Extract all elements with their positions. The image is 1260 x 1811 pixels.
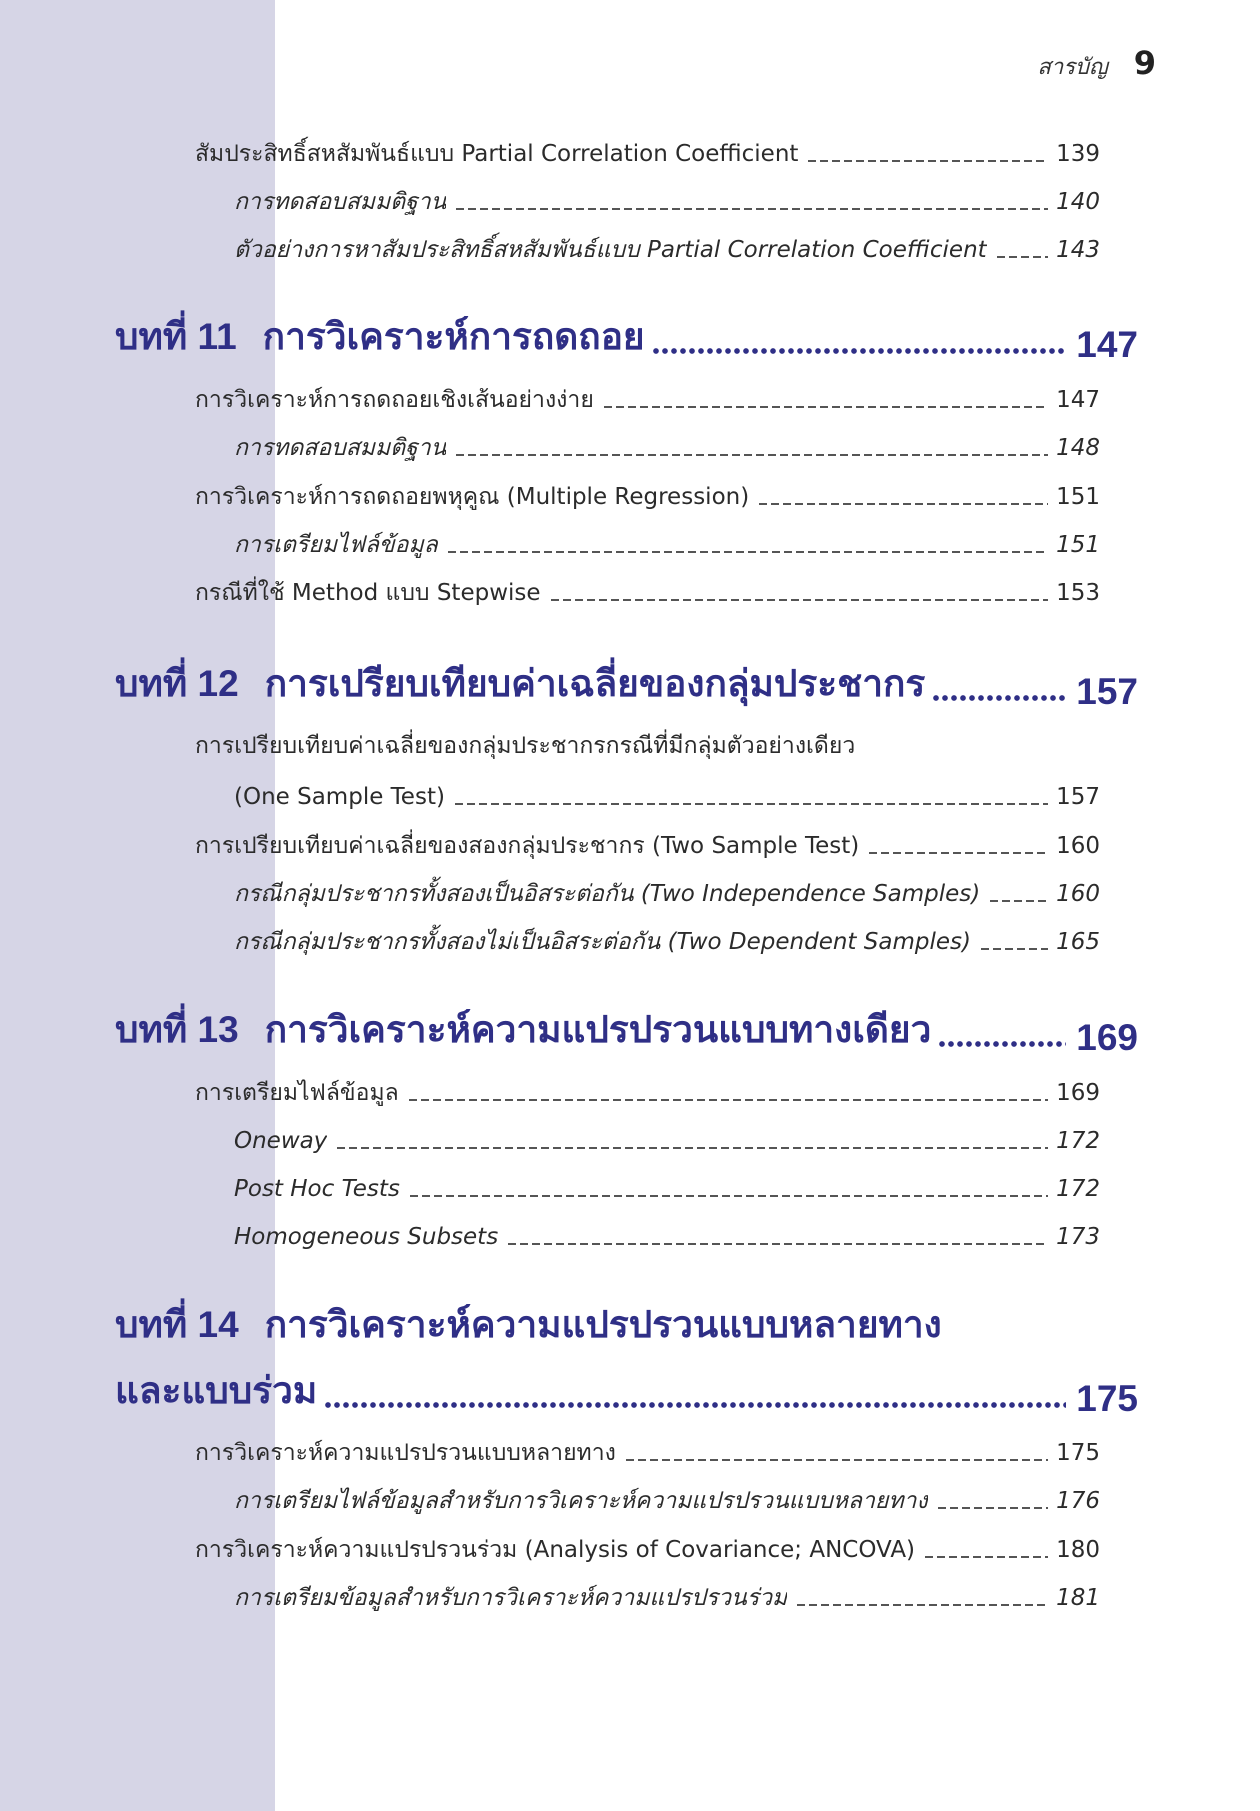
chapter-heading-13[interactable]: บทที่ 13 การวิเคราะห์ความแปรปรวนแบบทางเดียว 169	[115, 1009, 1138, 1058]
toc-entry[interactable]: การวิเคราะห์การถดถอยพหุคูณ (Multiple Regression) 151	[195, 484, 1100, 510]
toc-subentry[interactable]: Homogeneous Subsets 173	[234, 1224, 1100, 1250]
dot-leader	[508, 1243, 1048, 1245]
toc-subentry[interactable]: กรณีกลุ่มประชากรทั้งสองเป็นอิสระต่อกัน (Two Independence Samples) 160	[234, 881, 1100, 907]
toc-subentry[interactable]: การเตรียมไฟล์ข้อมูล 151	[234, 532, 1100, 558]
dot-leader	[551, 599, 1049, 601]
toc-subentry[interactable]: การทดสอบสมมติฐาน 140	[234, 189, 1100, 215]
dot-leader	[925, 1556, 1048, 1558]
chapter-heading-14-continuation[interactable]: และแบบร่วม 175	[115, 1370, 1138, 1419]
dot-leader	[626, 1459, 1048, 1461]
dot-leader	[797, 1604, 1048, 1606]
dot-leader	[869, 852, 1048, 854]
dot-leader	[933, 695, 1066, 701]
chapter-heading-11[interactable]: บทที่ 11 การวิเคราะห์การถดถอย 147	[115, 316, 1138, 365]
chapter-heading-12[interactable]: บทที่ 12 การเปรียบเทียบค่าเฉลี่ยของกลุ่มประชากร 157	[115, 663, 1138, 712]
toc-entry[interactable]: สัมประสิทธิ์สหสัมพันธ์แบบ Partial Correlation Coefficient 139	[195, 141, 1100, 167]
dot-leader	[759, 503, 1048, 505]
dot-leader	[409, 1099, 1048, 1101]
dot-leader	[653, 348, 1067, 354]
section-label: สารบัญ	[1037, 55, 1108, 80]
dot-leader	[990, 900, 1048, 902]
toc-subentry[interactable]: การเตรียมข้อมูลสำหรับการวิเคราะห์ความแปรปรวนร่วม 181	[234, 1585, 1100, 1611]
dot-leader	[448, 551, 1048, 553]
dot-leader	[981, 948, 1048, 950]
dot-leader	[325, 1402, 1066, 1408]
toc-subentry[interactable]: กรณีกลุ่มประชากรทั้งสองไม่เป็นอิสระต่อกัน (Two Dependent Samples) 165	[234, 929, 1100, 955]
dot-leader	[997, 256, 1048, 258]
toc-subentry[interactable]: Post Hoc Tests 172	[234, 1176, 1100, 1202]
dot-leader	[337, 1147, 1048, 1149]
dot-leader	[455, 803, 1048, 805]
toc-entry[interactable]: การวิเคราะห์ความแปรปรวนร่วม (Analysis of Covariance; ANCOVA) 180	[195, 1537, 1100, 1563]
toc-subentry[interactable]: Oneway 172	[234, 1128, 1100, 1154]
toc-subentry[interactable]: การเตรียมไฟล์ข้อมูลสำหรับการวิเคราะห์ความแปรปรวนแบบหลายทาง 176	[234, 1488, 1100, 1514]
toc-entry[interactable]: การเปรียบเทียบค่าเฉลี่ยของสองกลุ่มประชากร (Two Sample Test) 160	[195, 833, 1100, 859]
dot-leader	[938, 1507, 1048, 1509]
dot-leader	[604, 406, 1048, 408]
page-header	[1037, 44, 1156, 84]
toc-entry[interactable]: การเปรียบเทียบค่าเฉลี่ยของกลุ่มประชากรกรณีที่มีกลุ่มตัวอย่างเดียว	[195, 733, 856, 759]
toc-subentry[interactable]: การทดสอบสมมติฐาน 148	[234, 435, 1100, 461]
toc-entry-continuation[interactable]: (One Sample Test) 157	[234, 784, 1100, 810]
dot-leader	[456, 208, 1048, 210]
toc-entry[interactable]: กรณีที่ใช้ Method แบบ Stepwise 153	[195, 580, 1100, 606]
dot-leader	[939, 1041, 1066, 1047]
toc-entry[interactable]: การเตรียมไฟล์ข้อมูล 169	[195, 1080, 1100, 1106]
dot-leader	[456, 454, 1048, 456]
chapter-heading-14[interactable]: บทที่ 14 การวิเคราะห์ความแปรปรวนแบบหลายทาง	[115, 1304, 942, 1345]
toc-subentry[interactable]: ตัวอย่างการหาสัมประสิทธิ์สหสัมพันธ์แบบ Partial Correlation Coefficient 143	[234, 237, 1100, 263]
dot-leader	[808, 160, 1048, 162]
toc-entry[interactable]: การวิเคราะห์การถดถอยเชิงเส้นอย่างง่าย 147	[195, 387, 1100, 413]
toc-entry[interactable]: การวิเคราะห์ความแปรปรวนแบบหลายทาง 175	[195, 1440, 1100, 1466]
dot-leader	[410, 1195, 1048, 1197]
page-number: 9	[1133, 44, 1156, 82]
